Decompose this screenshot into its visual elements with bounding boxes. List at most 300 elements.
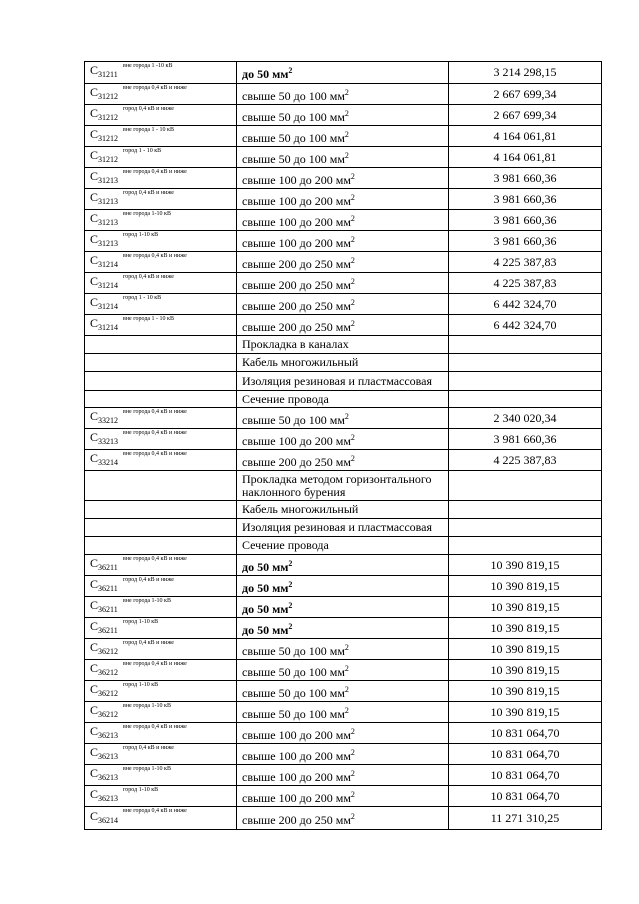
section-header-row — [85, 354, 602, 372]
rate-code-cell — [85, 597, 237, 618]
table-row — [85, 252, 602, 273]
rate-code-index: 31212 — [98, 112, 119, 122]
rate-code-index: 36213 — [98, 730, 119, 740]
rate-value-cell — [449, 210, 602, 231]
unit-exponent: 2 — [344, 642, 349, 652]
rate-code-cell — [85, 576, 237, 597]
cable-section-text: Изоляция резиновая и пластмассовая — [242, 373, 433, 388]
table-row — [85, 723, 602, 744]
rate-value-cell — [449, 231, 602, 252]
rate-code-cell — [85, 315, 237, 336]
rate-code-note: город 0,4 кВ и ниже — [123, 190, 174, 196]
cable-section-cell — [237, 408, 449, 429]
unit-exponent: 2 — [350, 255, 355, 265]
rate-code-cell — [85, 147, 237, 168]
rate-value-cell — [449, 501, 602, 519]
rate-value-cell — [449, 639, 602, 660]
cable-section-text: Прокладка в каналах — [242, 337, 349, 351]
rate-code-index: 33214 — [98, 457, 119, 467]
cable-section-cell — [237, 576, 449, 597]
rate-value-cell — [449, 408, 602, 429]
table-row — [85, 294, 602, 315]
rate-value: 10 390 819,15 — [490, 557, 560, 572]
rate-code-letter: C — [90, 210, 99, 225]
rate-code — [90, 316, 118, 330]
cable-section-text: свыше 50 до 100 мм — [242, 412, 345, 427]
rate-value-cell — [449, 315, 602, 336]
rate-code-letter: C — [90, 660, 99, 675]
rate-code — [90, 745, 118, 759]
section-header-text — [237, 537, 449, 555]
rate-code-letter: C — [90, 105, 99, 120]
rate-code-index: 31214 — [98, 280, 119, 290]
table-row — [85, 315, 602, 336]
rate-code — [90, 809, 118, 823]
rate-value: 10 831 064,70 — [490, 725, 560, 740]
rate-value: 10 831 064,70 — [490, 788, 560, 803]
cable-section-text: свыше 50 до 100 мм — [242, 130, 345, 145]
section-header-text — [237, 519, 449, 537]
rate-code-index: 31214 — [98, 259, 119, 269]
table-row — [85, 84, 602, 105]
rate-value: 3 981 660,36 — [493, 431, 557, 446]
cable-section-cell — [237, 84, 449, 105]
unit-exponent: 2 — [350, 726, 355, 736]
rate-value: 10 390 819,15 — [490, 578, 560, 593]
rate-code-note: вне города 0,4 кВ и ниже — [123, 169, 187, 175]
rate-code-cell — [85, 519, 237, 537]
rate-code-cell — [85, 168, 237, 189]
rate-code-note: город 1 - 10 кВ — [123, 148, 162, 154]
cable-section-cell — [237, 168, 449, 189]
rate-code-cell — [85, 555, 237, 576]
rate-value: 3 981 660,36 — [493, 170, 557, 185]
rate-code-letter: C — [90, 315, 99, 330]
rate-code-letter: C — [90, 450, 99, 465]
unit-exponent: 2 — [350, 297, 355, 307]
rate-code-note: вне города 0,4 кВ и ниже — [123, 556, 187, 562]
table-row — [85, 168, 602, 189]
table-row — [85, 681, 602, 702]
cable-section-cell — [237, 450, 449, 471]
cable-section-text: свыше 100 до 200 мм — [242, 172, 351, 187]
rate-code-index: 33212 — [98, 415, 119, 425]
rate-code-letter: C — [90, 84, 99, 99]
rate-code-letter: C — [90, 294, 99, 309]
rate-code-index: 36211 — [98, 562, 118, 572]
rate-code — [90, 682, 118, 696]
rate-code-letter: C — [90, 639, 99, 654]
unit-exponent: 2 — [288, 621, 293, 631]
cable-section-cell — [237, 126, 449, 147]
rate-code-cell — [85, 189, 237, 210]
cable-section-text: свыше 100 до 200 мм — [242, 193, 351, 208]
rate-value-cell — [449, 429, 602, 450]
rate-code-letter: C — [90, 681, 99, 696]
cable-section-cell — [237, 315, 449, 336]
table-row — [85, 273, 602, 294]
section-header-text — [237, 471, 449, 501]
rate-value: 2 340 020,34 — [493, 410, 557, 425]
rate-code-cell — [85, 105, 237, 126]
table-row — [85, 765, 602, 786]
rate-code-letter: C — [90, 597, 99, 612]
unit-exponent: 2 — [344, 684, 349, 694]
table-row — [85, 189, 602, 210]
table-row — [85, 231, 602, 252]
rate-code-index: 33213 — [98, 436, 119, 446]
rate-code-note: вне города 1 - 10 кВ — [123, 316, 174, 322]
cable-section-cell — [237, 210, 449, 231]
rate-value: 10 390 819,15 — [490, 662, 560, 677]
cable-section-cell — [237, 555, 449, 576]
unit-exponent: 2 — [344, 129, 349, 139]
cable-section-text: свыше 50 до 100 мм — [242, 88, 345, 103]
rate-code-letter: C — [90, 273, 99, 288]
rate-code-note: вне города 0,4 кВ и ниже — [123, 253, 187, 259]
table-row — [85, 126, 602, 147]
rate-value-cell — [449, 765, 602, 786]
rate-value-cell — [449, 336, 602, 354]
rate-code — [90, 430, 118, 444]
cable-section-cell — [237, 189, 449, 210]
rate-code-note: вне города 0,4 кВ и ниже — [123, 808, 187, 814]
section-header-text — [237, 501, 449, 519]
rate-code — [90, 232, 118, 246]
cable-section-cell — [237, 702, 449, 723]
rate-value: 3 981 660,36 — [493, 191, 557, 206]
rate-code-letter: C — [90, 231, 99, 246]
rate-code-cell — [85, 231, 237, 252]
rate-value: 10 831 064,70 — [490, 746, 560, 761]
rate-code-note: вне города 1 - 10 кВ — [123, 127, 174, 133]
rate-code-letter: C — [90, 408, 99, 423]
cable-section-cell — [237, 723, 449, 744]
section-header-row — [85, 537, 602, 555]
rate-value: 10 390 819,15 — [490, 704, 560, 719]
cable-section-text: свыше 200 до 250 мм — [242, 277, 351, 292]
rate-code-index: 31211 — [98, 70, 118, 79]
rate-code-cell — [85, 765, 237, 786]
unit-exponent: 2 — [344, 150, 349, 160]
rate-value: 10 390 819,15 — [490, 620, 560, 635]
section-header-row — [85, 519, 602, 537]
rate-value: 11 271 310,25 — [490, 810, 560, 825]
rate-code-note: вне города 0,4 кВ и ниже — [123, 430, 187, 436]
tariff-table-body — [85, 62, 602, 830]
cable-section-cell — [237, 231, 449, 252]
rate-code-note: город 0,4 кВ и ниже — [123, 274, 174, 280]
cable-section-text: свыше 50 до 100 мм — [242, 643, 345, 658]
table-row — [85, 210, 602, 231]
rate-code-index: 36213 — [98, 751, 119, 761]
unit-exponent: 2 — [350, 432, 355, 442]
table-row — [85, 639, 602, 660]
cable-section-text: Изоляция резиновая и пластмассовая — [242, 520, 433, 534]
rate-code-note: вне города 0,4 кВ и ниже — [123, 661, 187, 667]
rate-value-cell — [449, 597, 602, 618]
cable-section-cell — [237, 147, 449, 168]
cable-section-cell — [237, 429, 449, 450]
rate-code-note: вне города 0,4 кВ и ниже — [123, 451, 187, 457]
rate-value-cell — [449, 660, 602, 681]
rate-code-cell — [85, 62, 237, 84]
rate-value-cell — [449, 471, 602, 501]
rate-value-cell — [449, 786, 602, 807]
rate-value: 4 225 387,83 — [493, 452, 557, 467]
rate-code-note: вне города 1 -10 кВ — [123, 63, 173, 69]
cable-section-text: свыше 50 до 100 мм — [242, 109, 345, 124]
rate-code-index: 31213 — [98, 196, 119, 206]
rate-value: 3 214 298,15 — [493, 65, 557, 79]
rate-code-note: вне города 0,4 кВ и ниже — [123, 85, 187, 91]
cable-section-text: Сечение провода — [242, 538, 329, 552]
cable-section-text: свыше 100 до 200 мм — [242, 235, 351, 250]
unit-exponent: 2 — [288, 66, 293, 75]
rate-code-cell — [85, 273, 237, 294]
rate-value: 4 225 387,83 — [493, 254, 557, 269]
rate-code-index: 36211 — [98, 583, 118, 593]
table-row — [85, 618, 602, 639]
unit-exponent: 2 — [350, 789, 355, 799]
rate-code-cell — [85, 807, 237, 830]
rate-code-note: город 0,4 кВ и ниже — [123, 106, 174, 112]
cable-section-text: свыше 100 до 200 мм — [242, 433, 351, 448]
cable-section-text: до 50 мм — [242, 559, 289, 574]
cable-section-cell — [237, 786, 449, 807]
rate-value-cell — [449, 807, 602, 830]
cable-section-text: свыше 50 до 100 мм — [242, 685, 345, 700]
cable-section-cell — [237, 273, 449, 294]
rate-code-letter: C — [90, 576, 99, 591]
cable-section-cell — [237, 62, 449, 84]
rate-value: 10 390 819,15 — [490, 599, 560, 614]
table-row — [85, 408, 602, 429]
rate-code — [90, 640, 118, 654]
table-row — [85, 429, 602, 450]
section-header-text — [237, 336, 449, 354]
cable-section-cell — [237, 681, 449, 702]
rate-code — [90, 598, 118, 612]
rate-code-cell — [85, 501, 237, 519]
unit-exponent: 2 — [344, 705, 349, 715]
rate-code — [90, 556, 118, 570]
cable-section-text: свыше 100 до 200 мм — [242, 748, 351, 763]
rate-value: 2 667 699,34 — [493, 86, 557, 101]
rate-value: 10 390 819,15 — [490, 641, 560, 656]
rate-code-cell — [85, 723, 237, 744]
cable-section-cell — [237, 660, 449, 681]
rate-code-index: 36211 — [98, 604, 118, 614]
rate-value: 10 831 064,70 — [490, 767, 560, 782]
rate-code-index: 31212 — [98, 154, 119, 164]
rate-code-index: 31214 — [98, 301, 119, 311]
cable-section-text: свыше 200 до 250 мм — [242, 319, 351, 334]
rate-code — [90, 409, 118, 423]
rate-code-note: город 1 - 10 кВ — [123, 295, 162, 301]
section-header-row — [85, 501, 602, 519]
rate-code-letter: C — [90, 744, 99, 759]
rate-code-index: 36212 — [98, 646, 119, 656]
rate-code-letter: C — [90, 189, 99, 204]
rate-value-cell — [449, 519, 602, 537]
cable-section-cell — [237, 639, 449, 660]
rate-value-cell — [449, 105, 602, 126]
rate-code-cell — [85, 681, 237, 702]
rate-code-letter: C — [90, 723, 99, 738]
rate-code-letter: C — [90, 147, 99, 162]
rate-value: 4 164 061,81 — [493, 149, 557, 164]
rate-value-cell — [449, 147, 602, 168]
rate-code-note: город 0,4 кВ и ниже — [123, 745, 174, 751]
unit-exponent: 2 — [350, 171, 355, 181]
rate-code-letter: C — [90, 786, 99, 801]
rate-value: 4 164 061,81 — [493, 128, 557, 143]
cable-section-text: свыше 50 до 100 мм — [242, 151, 345, 166]
rate-value-cell — [449, 618, 602, 639]
rate-value-cell — [449, 702, 602, 723]
cable-section-cell — [237, 807, 449, 830]
table-row — [85, 555, 602, 576]
rate-value: 10 390 819,15 — [490, 683, 560, 698]
rate-value-cell — [449, 681, 602, 702]
rate-value-cell — [449, 62, 602, 84]
rate-code-cell — [85, 391, 237, 408]
unit-exponent: 2 — [350, 276, 355, 286]
cable-section-cell — [237, 294, 449, 315]
cable-section-text: свыше 200 до 250 мм — [242, 454, 351, 469]
rate-code-cell — [85, 126, 237, 147]
cable-section-text: до 50 мм — [242, 622, 289, 637]
rate-value-cell — [449, 537, 602, 555]
rate-code-letter: C — [90, 429, 99, 444]
table-row — [85, 597, 602, 618]
unit-exponent: 2 — [288, 579, 293, 589]
rate-code — [90, 619, 118, 633]
unit-exponent: 2 — [344, 411, 349, 421]
cable-section-text: свыше 100 до 200 мм — [242, 727, 351, 742]
rate-value: 3 981 660,36 — [493, 212, 557, 227]
rate-code-index: 31213 — [98, 217, 119, 227]
rate-code-cell — [85, 429, 237, 450]
rate-value-cell — [449, 744, 602, 765]
rate-code-index: 36212 — [98, 688, 119, 698]
rate-value-cell — [449, 723, 602, 744]
rate-value: 3 981 660,36 — [493, 233, 557, 248]
rate-value-cell — [449, 372, 602, 391]
rate-value: 4 225 387,83 — [493, 275, 557, 290]
unit-exponent: 2 — [288, 600, 293, 610]
rate-code-cell — [85, 537, 237, 555]
rate-code-letter: C — [90, 126, 99, 141]
table-row — [85, 744, 602, 765]
rate-code — [90, 661, 118, 675]
rate-code-note: вне города 0,4 кВ и ниже — [123, 409, 187, 415]
rate-code-letter: C — [90, 808, 99, 823]
cable-section-text: свыше 200 до 250 мм — [242, 812, 351, 827]
rate-code-cell — [85, 294, 237, 315]
rate-value-cell — [449, 189, 602, 210]
rate-code-note: вне города 1-10 кВ — [123, 598, 171, 604]
cable-section-cell — [237, 744, 449, 765]
rate-code — [90, 85, 118, 99]
rate-code-letter: C — [90, 168, 99, 183]
cable-section-cell — [237, 765, 449, 786]
rate-code — [90, 577, 118, 591]
rate-code-letter: C — [90, 63, 99, 77]
rate-code-note: вне города 1-10 кВ — [123, 211, 171, 217]
cable-section-text: до 50 мм — [242, 67, 289, 81]
unit-exponent: 2 — [344, 663, 349, 673]
rate-code — [90, 724, 118, 738]
cable-section-text: свыше 50 до 100 мм — [242, 664, 345, 679]
rate-code — [90, 253, 118, 267]
rate-code-note: город 1-10 кВ — [123, 619, 159, 625]
rate-code-cell — [85, 786, 237, 807]
rate-value: 2 667 699,34 — [493, 107, 557, 122]
rate-code-note: город 1-10 кВ — [123, 682, 159, 688]
rate-code-index: 36212 — [98, 709, 119, 719]
rate-value-cell — [449, 84, 602, 105]
rate-value-cell — [449, 555, 602, 576]
cable-section-text: Прокладка методом горизонтального наклонного бурения — [242, 471, 432, 499]
rate-code-index: 36212 — [98, 667, 119, 677]
rate-code-note: город 0,4 кВ и ниже — [123, 640, 174, 646]
unit-exponent: 2 — [350, 234, 355, 244]
cable-section-text: Сечение провода — [242, 391, 329, 406]
rate-code-cell — [85, 660, 237, 681]
table-row — [85, 62, 602, 84]
rate-value: 6 442 324,70 — [493, 296, 557, 311]
rate-code-index: 31212 — [98, 91, 119, 101]
cable-section-cell — [237, 105, 449, 126]
rate-code-cell — [85, 618, 237, 639]
unit-exponent: 2 — [350, 747, 355, 757]
rate-value: 6 442 324,70 — [493, 317, 557, 332]
rate-code-letter: C — [90, 555, 99, 570]
table-row — [85, 702, 602, 723]
tariff-table — [84, 61, 602, 830]
rate-code-letter: C — [90, 252, 99, 267]
cable-section-cell — [237, 597, 449, 618]
rate-code-note: город 1-10 кВ — [123, 232, 159, 238]
rate-value-cell — [449, 576, 602, 597]
section-header-text — [237, 372, 449, 391]
section-header-text — [237, 354, 449, 372]
rate-code — [90, 63, 118, 77]
cable-section-text: Кабель многожильный — [242, 355, 359, 369]
rate-code-note: город 1-10 кВ — [123, 787, 159, 793]
cable-section-text: свыше 200 до 250 мм — [242, 256, 351, 271]
cable-section-text: до 50 мм — [242, 601, 289, 616]
unit-exponent: 2 — [350, 213, 355, 223]
rate-code — [90, 169, 118, 183]
section-header-row — [85, 372, 602, 391]
rate-value-cell — [449, 294, 602, 315]
rate-value-cell — [449, 273, 602, 294]
rate-code-note: город 0,4 кВ и ниже — [123, 577, 174, 583]
unit-exponent: 2 — [344, 108, 349, 118]
cable-section-text: свыше 100 до 200 мм — [242, 769, 351, 784]
rate-code-letter: C — [90, 702, 99, 717]
unit-exponent: 2 — [350, 768, 355, 778]
rate-code-cell — [85, 408, 237, 429]
rate-code-cell — [85, 471, 237, 501]
table-row — [85, 450, 602, 471]
rate-value-cell — [449, 126, 602, 147]
rate-code — [90, 106, 118, 120]
cable-section-text: свыше 50 до 100 мм — [242, 706, 345, 721]
